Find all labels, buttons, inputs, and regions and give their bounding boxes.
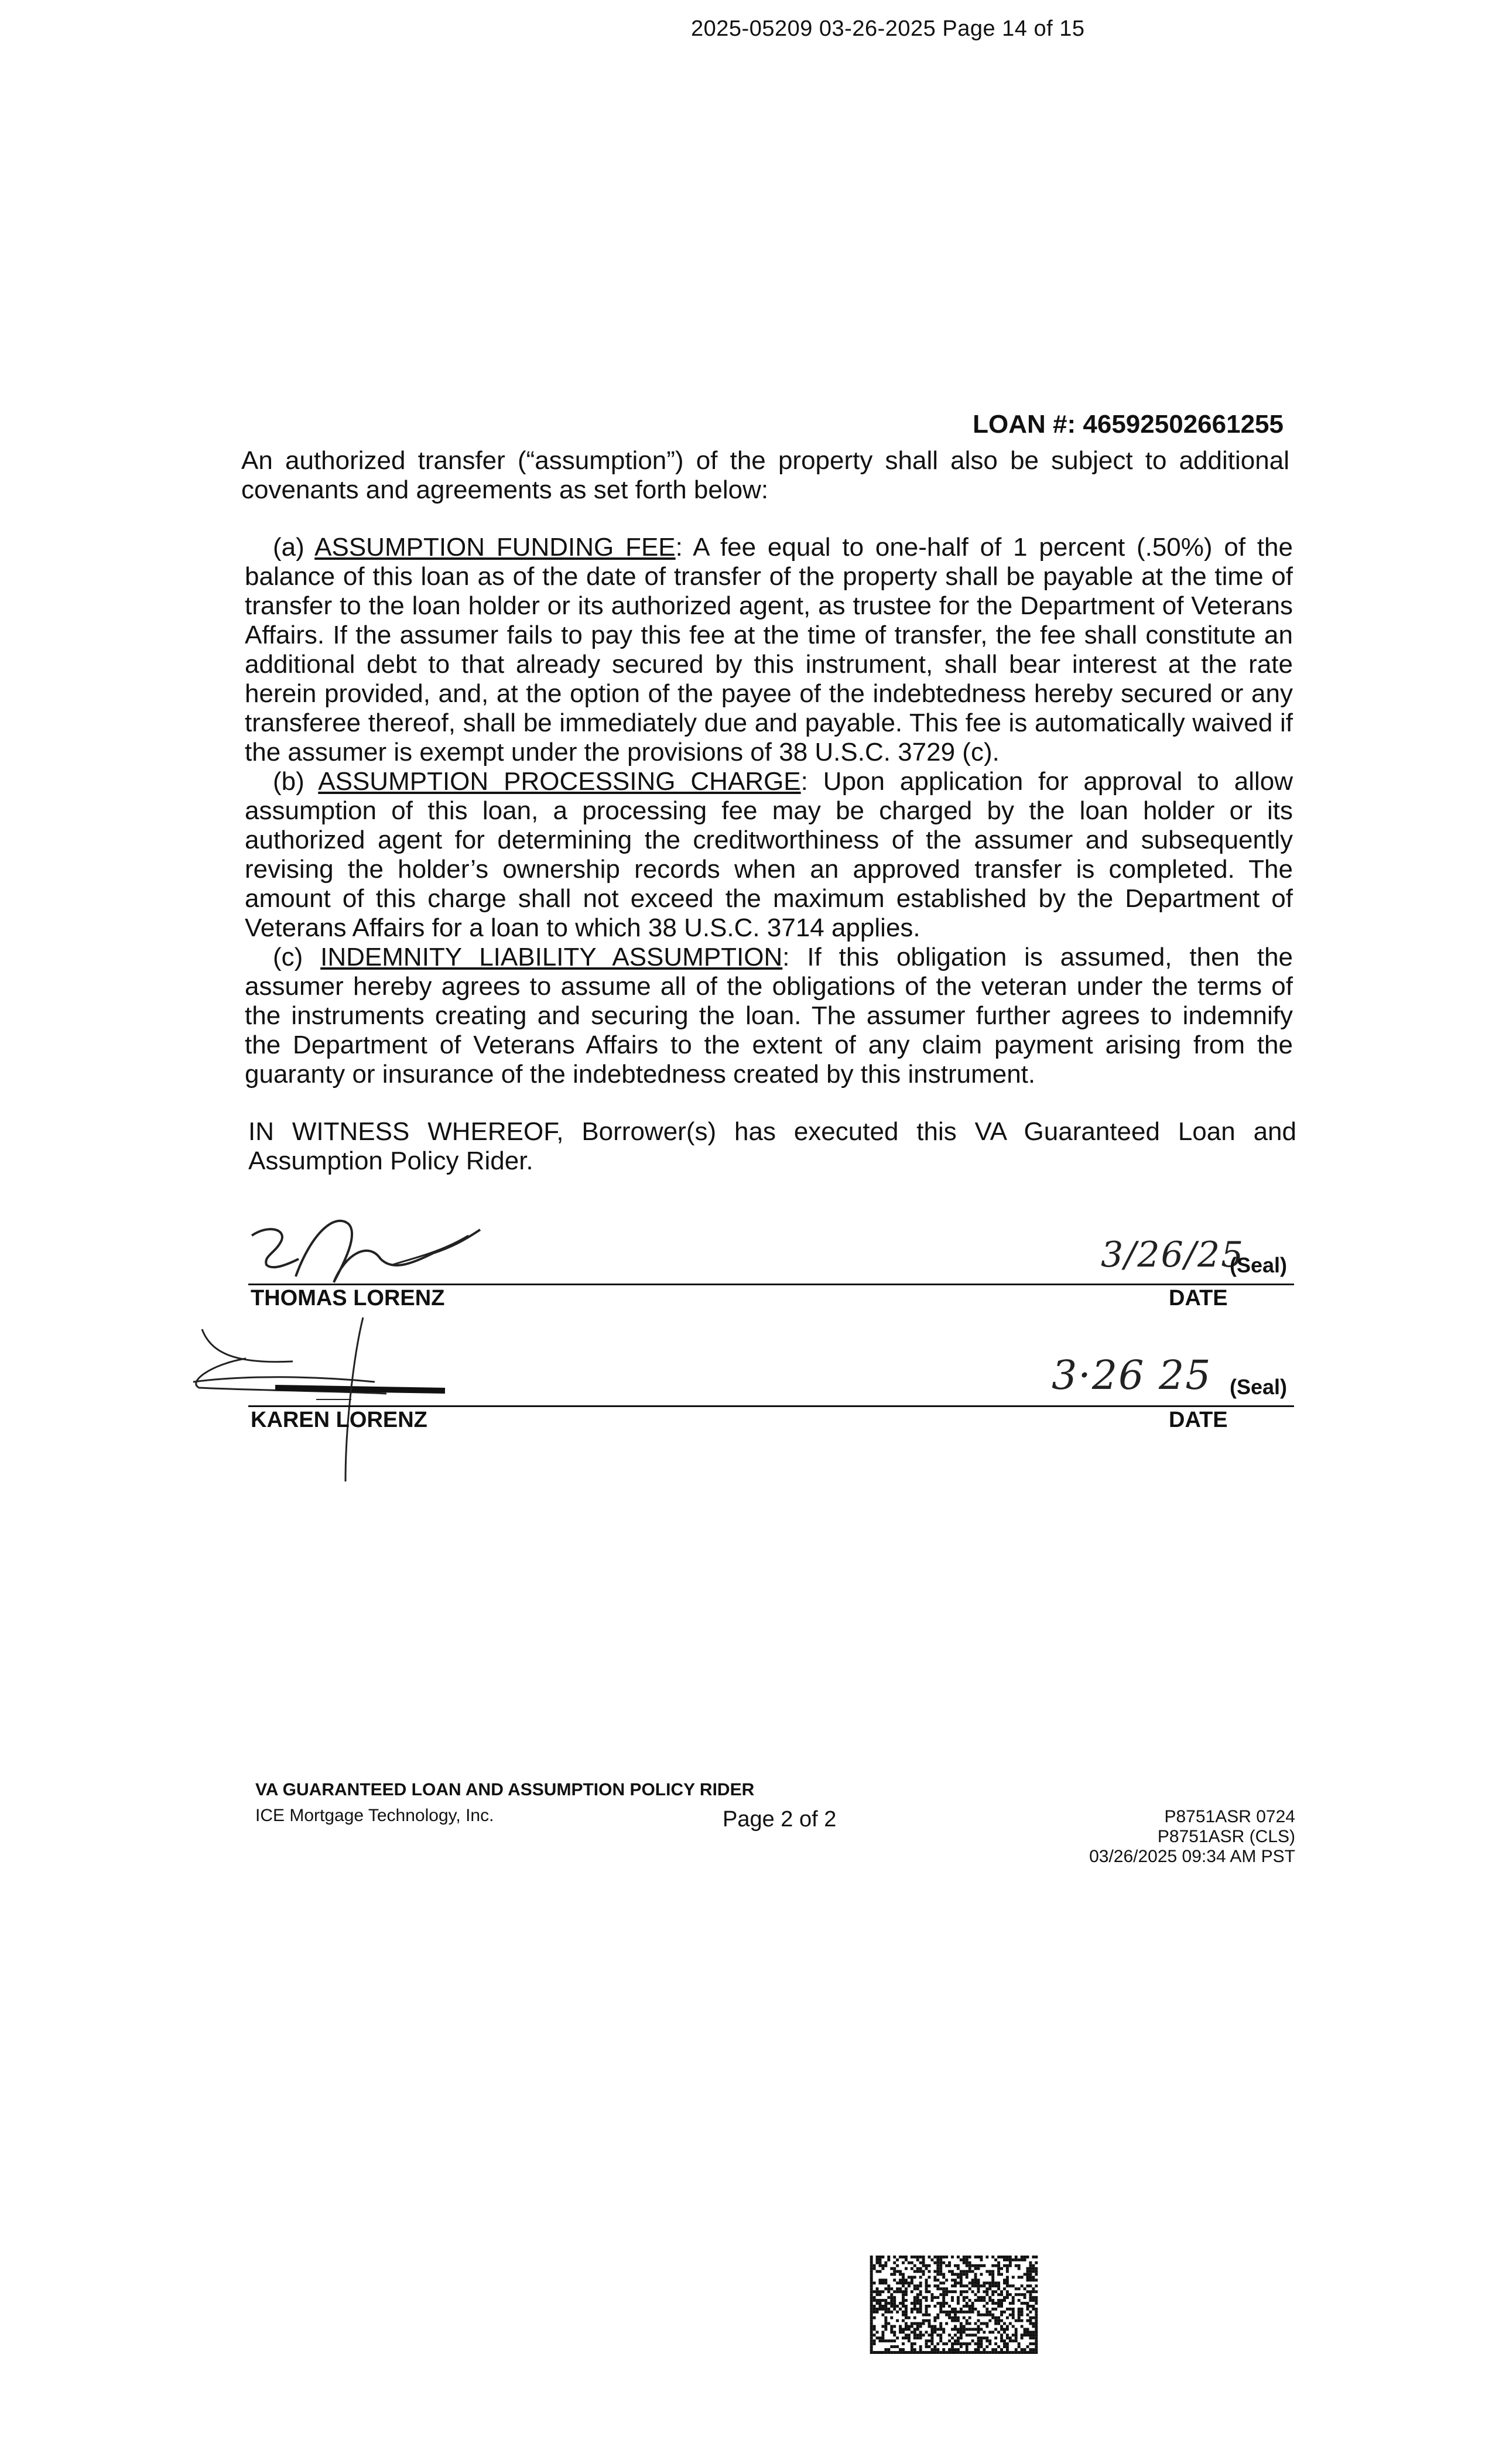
clause-a-prefix: (a): [273, 533, 315, 562]
thomas-handwritten-date: 3/26/25: [1101, 1234, 1245, 1275]
thomas-seal-label: (Seal): [1230, 1253, 1288, 1277]
clause-c-text: : If this obligation is assumed, then the assumer hereby agrees to assume all of the obligations of the veteran under the terms of the instruments creating and securing the loan. The assumer further agrees to indemnify the Department of Veterans Affairs to the extent of any claim payment arising from the guaranty or insurance of the indebtedness created by this instrument.: [245, 943, 1293, 1089]
footer-timestamp: 03/26/2025 09:34 AM PST: [1089, 1847, 1295, 1866]
clause-c-prefix: (c): [273, 943, 321, 971]
loan-number: LOAN #: 46592502661255: [973, 410, 1284, 439]
header-stamp: 2025-05209 03-26-2025 Page 14 of 15: [691, 16, 1085, 41]
clause-a: [245, 533, 1293, 767]
karen-signature-line: [248, 1405, 1294, 1407]
karen-signature-image: [176, 1306, 539, 1493]
clause-c-label: INDEMNITY LIABILITY ASSUMPTION: [320, 943, 783, 971]
clause-b: [245, 767, 1293, 943]
clause-c: [245, 943, 1293, 1089]
clause-b-label: ASSUMPTION PROCESSING CHARGE: [318, 767, 801, 796]
clauses-section: [245, 533, 1293, 1089]
clause-b-text: : Upon application for approval to allow assumption of this loan, a processing fee may be charged by the loan holder or its authorized agent for determining the creditworthiness of the assumer and subsequently revising the holder’s ownership records when an approved transfer is completed. The amount of this charge shall not exceed the maximum established by the Department of Veterans Affairs for a loan to which 38 U.S.C. 3714 applies.: [245, 767, 1293, 942]
witness-paragraph: IN WITNESS WHEREOF, Borrower(s) has executed this VA Guaranteed Loan and Assumption Policy Rider.: [248, 1117, 1296, 1175]
thomas-signature-line: [248, 1284, 1294, 1285]
footer-form-codes: [1089, 1807, 1295, 1867]
footer-page-number: Page 2 of 2: [723, 1807, 837, 1832]
karen-seal-label: (Seal): [1230, 1375, 1288, 1399]
clause-a-label: ASSUMPTION FUNDING FEE: [314, 533, 676, 562]
footer-code-1: P8751ASR 0724: [1164, 1807, 1295, 1826]
karen-handwritten-date: 3·26 25: [1052, 1353, 1212, 1399]
clause-b-prefix: (b): [273, 767, 319, 796]
intro-paragraph: An authorized transfer (“assumption”) of the property shall also be subject to additional covenants and agreements as set forth below:: [241, 446, 1289, 504]
footer-form-title: VA GUARANTEED LOAN AND ASSUMPTION POLICY RIDER: [255, 1780, 755, 1799]
thomas-date-label: DATE: [1169, 1286, 1228, 1310]
thomas-name: THOMAS LORENZ: [251, 1286, 445, 1310]
karen-name: KAREN LORENZ: [251, 1408, 427, 1432]
karen-date-label: DATE: [1169, 1408, 1228, 1432]
footer-company: ICE Mortgage Technology, Inc.: [255, 1806, 494, 1825]
clause-a-text: : A fee equal to one-half of 1 percent (.50%) of the balance of this loan as of the date of transfer of the property shall be payable at the time of transfer to the loan holder or its authorized agent, as trustee for the Department of Veterans Affairs. If the assumer fails to pay this fee at the time of transfer, the fee shall constitute an additional debt to that already secured by this instrument, shall bear interest at the rate herein provided, and, at the option of the payee of the indebtedness hereby secured or any transferee thereof, shall be immediately due and payable. This fee is automatically waived if the assumer is exempt under the provisions of 38 U.S.C. 3729 (c).: [245, 533, 1293, 766]
footer-code-2: P8751ASR (CLS): [1157, 1827, 1295, 1846]
datamatrix-barcode-image: [869, 2256, 1039, 2354]
